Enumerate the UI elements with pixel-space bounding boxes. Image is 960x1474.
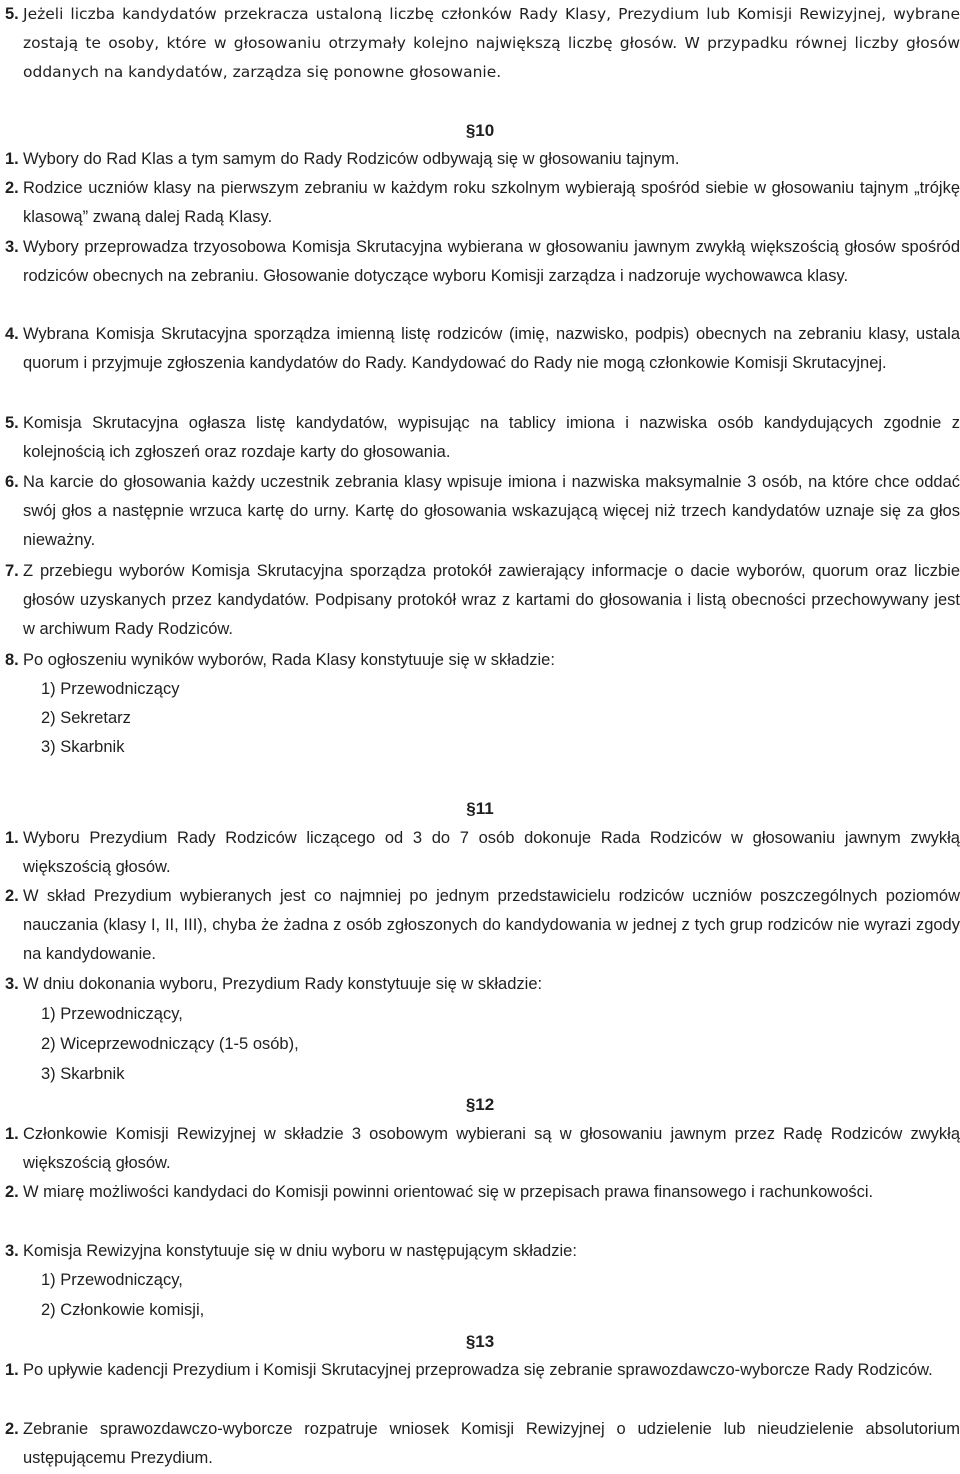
paragraph-text: Po upływie kadencji Prezydium i Komisji Skrutacyjnej przeprowadza się zebranie sprawozdawczo-wyborcze Rady Rodziców.: [23, 1361, 933, 1379]
list-item: 2) Wiceprzewodniczący (1-5 osób),: [41, 1035, 299, 1053]
paragraph-10-3: [5, 233, 960, 291]
list-item: 1) Przewodniczący: [41, 680, 180, 698]
paragraph-11-3: [5, 970, 960, 999]
paragraph-text: Wybory przeprowadza trzyosobowa Komisja Skrutacyjna wybierana w głosowaniu jawnym zwykłą większością głosów spośród rodziców obecnych na zebraniu. Głosowanie dotyczące wyboru Komisji zarządza i nadzoruje wychowawca klasy.: [23, 238, 960, 285]
paragraph-text: Wybrana Komisja Skrutacyjna sporządza imienną listę rodziców (imię, nazwisko, podpis) obecnych na zebraniu klasy, ustala quorum i przyjmuje zgłoszenia kandydatów do Rady. Kandydować do Rady nie mogą członkowie Komisji Skrutacyjnej.: [23, 325, 960, 372]
paragraph-12-2: [5, 1178, 960, 1207]
paragraph-10-7: [5, 557, 960, 644]
paragraph-10-8: [5, 646, 960, 675]
paragraph-10-4: [5, 320, 960, 378]
paragraph-number: 5.: [5, 5, 19, 23]
paragraph-text: W miarę możliwości kandydaci do Komisji powinni orientować się w przepisach prawa finansowego i rachunkowości.: [23, 1183, 874, 1201]
paragraph-12-3: [5, 1237, 960, 1266]
paragraph-10-6: [5, 468, 960, 555]
paragraph-11-2: [5, 882, 960, 969]
paragraph-number: 1.: [5, 1361, 19, 1379]
paragraph-text: Komisja Skrutacyjna ogłasza listę kandydatów, wypisując na tablicy imiona i nazwiska osób kandydujących zgodnie z kolejnością ich zgłoszeń oraz rozdaje karty do głosowania.: [23, 414, 960, 461]
paragraph-number: 1.: [5, 1125, 19, 1143]
paragraph-number: 8.: [5, 651, 19, 669]
paragraph-text: W skład Prezydium wybieranych jest co najmniej po jednym przedstawicielu rodziców uczniów poszczególnych poziomów nauczania (klasy I, II, III), chyba że żadna z osób zgłoszonych do kandydowania w jednej z tych grup rodziców nie wyrazi zgody na kandydowanie.: [23, 887, 960, 963]
paragraph-number: 3.: [5, 1242, 19, 1260]
paragraph-text: Z przebiegu wyborów Komisja Skrutacyjna sporządza protokół zawierający informacje o dacie wyborów, quorum oraz liczbie głosów uzyskanych przez kandydatów. Podpisany protokół wraz z kartami do głosowania i listą obecności przechowywany jest w archiwum Rady Rodziców.: [23, 562, 960, 638]
paragraph-number: 5.: [5, 414, 19, 432]
paragraph-number: 2.: [5, 1420, 19, 1438]
paragraph-number: 6.: [5, 473, 19, 491]
paragraph-text: W dniu dokonania wyboru, Prezydium Rady konstytuuje się w składzie:: [23, 975, 543, 993]
paragraph-13-2: [5, 1415, 960, 1473]
paragraph-text: Rodzice uczniów klasy na pierwszym zebraniu w każdym roku szkolnym wybierają spośród siebie w głosowaniu tajnym „trójkę klasową” zwaną dalej Radą Klasy.: [23, 179, 960, 226]
paragraph-10-2: [5, 174, 960, 232]
paragraph-number: 1.: [5, 150, 19, 168]
paragraph-number: 7.: [5, 562, 19, 580]
paragraph-intro-5: [5, 0, 960, 87]
paragraph-13-1: [5, 1356, 960, 1385]
list-item: 3) Skarbnik: [41, 1065, 125, 1083]
list-item: 2) Członkowie komisji,: [41, 1301, 205, 1319]
paragraph-number: 3.: [5, 238, 19, 256]
paragraph-number: 3.: [5, 975, 19, 993]
paragraph-number: 4.: [5, 325, 19, 343]
paragraph-text: Jeżeli liczba kandydatów przekracza ustaloną liczbę członków Rady Klasy, Prezydium lub Komisji Rewizyjnej, wybrane zostają te osoby, które w głosowaniu otrzymały kolejno największą liczbę głosów. W przypadku równej liczby głosów oddanych na kandydatów, zarządza się ponowne głosowanie.: [23, 5, 960, 81]
paragraph-text: Wyboru Prezydium Rady Rodziców liczącego od 3 do 7 osób dokonuje Rada Rodziców w głosowaniu jawnym zwykłą większością głosów.: [23, 829, 960, 876]
list-item: 1) Przewodniczący,: [41, 1005, 183, 1023]
paragraph-12-1: [5, 1120, 960, 1178]
paragraph-11-1: [5, 824, 960, 882]
section-heading-10: §10: [465, 121, 495, 140]
paragraph-text: Po ogłoszeniu wyników wyborów, Rada Klasy konstytuuje się w składzie:: [23, 651, 555, 669]
list-item: 3) Skarbnik: [41, 738, 125, 756]
section-heading-11: §11: [466, 799, 494, 818]
paragraph-text: Zebranie sprawozdawczo-wyborcze rozpatruje wniosek Komisji Rewizyjnej o udzielenie lub nieudzielenie absolutorium ustępującemu Prezydium.: [23, 1420, 960, 1467]
paragraph-text: Na karcie do głosowania każdy uczestnik zebrania klasy wpisuje imiona i nazwiska maksymalnie 3 osób, na które chce oddać swój głos a następnie wrzuca kartę do urny. Kartę do głosowania wskazującą więcej niż trzech kandydatów uznaje się za głos nieważny.: [23, 473, 960, 549]
section-heading-13: §13: [465, 1332, 495, 1351]
list-item: 1) Przewodniczący,: [41, 1271, 183, 1289]
paragraph-10-5: [5, 409, 960, 467]
list-item: 2) Sekretarz: [41, 709, 131, 727]
section-heading-12: §12: [465, 1095, 495, 1114]
paragraph-text: Wybory do Rad Klas a tym samym do Rady Rodziców odbywają się w głosowaniu tajnym.: [23, 150, 680, 168]
paragraph-number: 2.: [5, 1183, 19, 1201]
paragraph-number: 2.: [5, 179, 19, 197]
paragraph-10-1: [5, 145, 960, 174]
paragraph-number: 1.: [5, 829, 19, 847]
paragraph-number: 2.: [5, 887, 19, 905]
paragraph-text: Członkowie Komisji Rewizyjnej w składzie 3 osobowym wybierani są w głosowaniu jawnym przez Radę Rodziców zwykłą większością głosów.: [23, 1125, 960, 1172]
paragraph-text: Komisja Rewizyjna konstytuuje się w dniu wyboru w następującym składzie:: [23, 1242, 577, 1260]
